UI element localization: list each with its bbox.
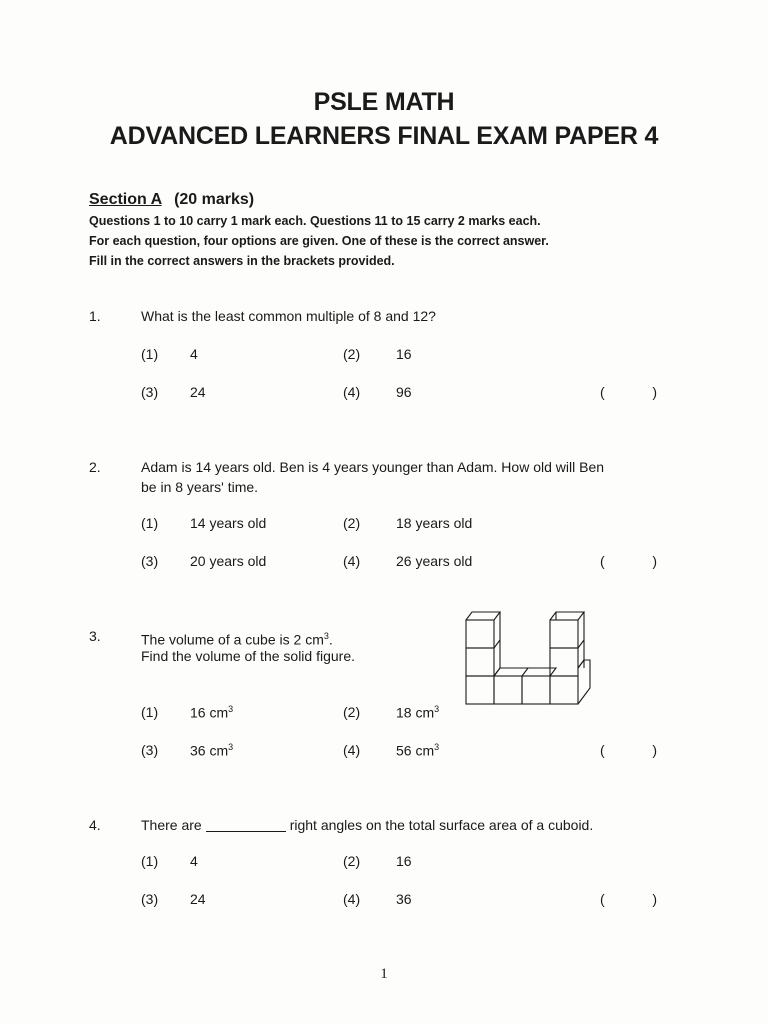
question-text: Find the volume of the solid figure.: [141, 648, 356, 664]
option-value: 18 $cm^3$: [396, 704, 440, 721]
bracket-close: ): [652, 553, 657, 569]
option-label: (3): [141, 891, 159, 907]
option-label: (1): [141, 853, 159, 869]
question-text: The volume of a cube is 2 $cm^3$.: [141, 631, 333, 648]
option-value: 4: [190, 346, 198, 362]
section-heading: [89, 191, 254, 209]
question-text: be in 8 years' time.: [141, 479, 259, 495]
option-value: 4: [190, 853, 198, 869]
bracket-open: (: [600, 742, 605, 758]
option-label: (1): [141, 515, 159, 531]
option-value: 20 years old: [190, 553, 267, 569]
option-label: (2): [343, 515, 361, 531]
bracket-close: ): [652, 742, 657, 758]
answer-bracket[interactable]: [600, 384, 657, 400]
bracket-close: ): [652, 891, 657, 907]
exam-subtitle: ADVANCED LEARNERS FINAL EXAM PAPER 4: [109, 122, 659, 150]
option-value: 24: [190, 384, 206, 400]
instruction-line: Fill in the correct answers in the brackets provided.: [89, 254, 395, 268]
question-text: What is the least common multiple of 8 and 12?: [141, 308, 436, 324]
bracket-open: (: [600, 384, 605, 400]
option-label: (2): [343, 853, 361, 869]
option-label: (2): [343, 346, 361, 362]
option-label: (3): [141, 384, 159, 400]
solid-figure-diagram: [462, 608, 602, 708]
bracket-close: ): [652, 384, 657, 400]
option-label: (1): [141, 704, 159, 720]
option-value: 16: [396, 853, 412, 869]
page-number: 1: [380, 966, 388, 982]
option-label: (4): [343, 891, 361, 907]
section-marks: (20 marks): [174, 191, 255, 208]
option-value: 96: [396, 384, 412, 400]
question-number: 3.: [89, 628, 101, 644]
option-label: (4): [343, 553, 361, 569]
option-value: 36 $cm^3$: [190, 742, 234, 759]
instruction-line: For each question, four options are given. One of these is the correct answer.: [89, 234, 549, 248]
option-label: (3): [141, 553, 159, 569]
question-number: 4.: [89, 817, 101, 833]
option-label: (4): [343, 742, 361, 758]
option-value: 56 $cm^3$: [396, 742, 440, 759]
option-value: 36: [396, 891, 412, 907]
question-text: There are right angles on the total surface area of a cuboid.: [141, 817, 594, 833]
question-number: 2.: [89, 459, 101, 475]
option-label: (1): [141, 346, 159, 362]
question-number: 1.: [89, 308, 101, 324]
answer-bracket[interactable]: [600, 742, 657, 758]
section-name: Section A: [89, 191, 162, 208]
option-label: (3): [141, 742, 159, 758]
answer-bracket[interactable]: [600, 553, 657, 569]
option-value: 14 years old: [190, 515, 267, 531]
option-value: 16 $cm^3$: [190, 704, 234, 721]
option-label: (4): [343, 384, 361, 400]
option-label: (2): [343, 704, 361, 720]
option-value: 24: [190, 891, 206, 907]
bracket-open: (: [600, 553, 605, 569]
answer-bracket[interactable]: [600, 891, 657, 907]
exam-title: PSLE MATH: [313, 88, 455, 116]
option-value: 16: [396, 346, 412, 362]
answer-blank: [206, 831, 286, 832]
instruction-line: Questions 1 to 10 carry 1 mark each. Questions 11 to 15 carry 2 marks each.: [89, 214, 541, 228]
option-value: 26 years old: [396, 553, 473, 569]
option-value: 18 years old: [396, 515, 473, 531]
question-text: Adam is 14 years old. Ben is 4 years younger than Adam. How old will Ben: [141, 459, 605, 475]
bracket-open: (: [600, 891, 605, 907]
